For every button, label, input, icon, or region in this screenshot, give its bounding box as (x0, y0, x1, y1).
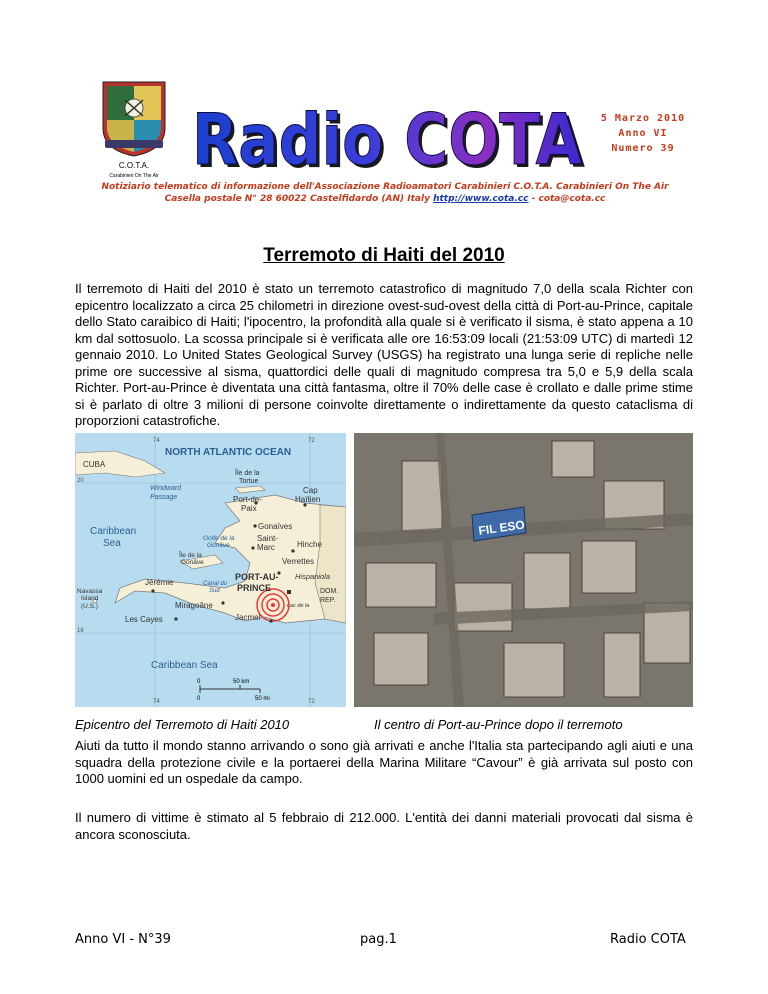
map-lon-72-bottom: 72 (308, 699, 315, 705)
tagline-separator: - (528, 194, 539, 204)
map-label-dom-2: REP. (320, 597, 336, 604)
map-label-windward: Windward (150, 485, 182, 492)
map-label-passage: Passage (150, 494, 178, 501)
map-label-gonave-2: Gonâve (181, 559, 204, 566)
article-title: Terremoto di Haiti del 2010 (263, 245, 505, 266)
logo-text: C.O.T.A. (118, 161, 150, 170)
map-label-les-cayes: Les Cayes (125, 615, 163, 624)
issue-info (593, 111, 693, 156)
map-lon-72: 72 (308, 438, 315, 444)
tagline-line1: Notiziario telematico di informazione dell'Associazione Radioamatori Carabinieri C.O.T.A. Carabinieri On The Air (101, 182, 669, 192)
map-label-portdepaix-b: Paix (241, 504, 257, 513)
article-paragraph-3: Il numero di vittime è stimato al 5 febbraio di 212.000. L'entità dei danni materiali provocati dal sisma è ancora sconosciuta. (75, 810, 693, 842)
footer-issue: Anno VI - N°39 (75, 932, 171, 947)
map-label-jeremie: Jérémie (145, 578, 174, 587)
map-scale-zero-km: 0 (197, 679, 201, 685)
map-lat-20: 20 (77, 478, 84, 484)
haiti-map (75, 433, 346, 707)
map-label-portdepaix-a: Port-de- (233, 495, 262, 504)
logo-subtext: Carabinieri On The Air (109, 173, 159, 179)
issue-date: 5 Marzo 2010 (600, 113, 686, 124)
map-label-hinche: Hinche (297, 540, 322, 549)
map-lat-18: 18 (77, 628, 84, 634)
cota-logo (95, 80, 173, 180)
map-label-cuba: CUBA (83, 460, 106, 469)
map-label-golfe-2: Gonâve (207, 542, 230, 549)
map-label-tortue-1: Île de la (235, 470, 260, 477)
map-label-cap-2: Haïtien (295, 495, 321, 504)
map-label-verrettes: Verrettes (282, 557, 315, 566)
tagline-address: Casella postale N° 28 60022 Castelfidardo (AN) Italy (164, 194, 434, 204)
map-lon-74: 74 (153, 438, 160, 444)
map-label-sea-1: Sea (103, 538, 121, 549)
map-label-caribbean-1: Caribbean (90, 526, 137, 537)
map-label-jacmel: Jacmel (235, 613, 261, 622)
map-label-miragoane: Miragoâne (175, 601, 213, 610)
map-label-golfe-1: Golfe de la (203, 535, 235, 542)
map-label-gonave-1: Île de la (179, 552, 202, 559)
map-label-navassa-2: Island (81, 595, 99, 602)
map-label-portau-1: PORT-AU- (235, 572, 279, 582)
map-label-saint-2: Marc (257, 543, 275, 552)
masthead-title: Radio COTA (192, 100, 582, 172)
tagline-line2 (90, 193, 680, 205)
photo-banner-text: FIL ESO (477, 517, 526, 538)
map-label-hispaniola: Hispaniola (295, 572, 331, 581)
masthead (188, 100, 588, 172)
map-label-dom-1: DOM. (320, 588, 339, 595)
footer-page-number: pag.1 (360, 932, 397, 947)
map-scale-km: 50 km (233, 679, 250, 685)
map-label-cap-1: Cap (303, 486, 318, 495)
photo-caption: Il centro di Port-au-Prince dopo il terremoto (374, 717, 623, 732)
email-address: cota@cota.cc (538, 194, 606, 204)
issue-year: Anno VI (618, 128, 668, 139)
map-label-caribbean-sea: Caribbean Sea (151, 660, 218, 671)
port-au-prince-photo (354, 433, 693, 707)
map-lon-74-bottom: 74 (153, 699, 160, 705)
map-label-canal-2: Sud (209, 588, 220, 594)
map-label-saint-1: Saint- (257, 534, 278, 543)
article-paragraph-1: Il terremoto di Haiti del 2010 è stato un terremoto catastrofico di magnitudo 7,0 della scala Richter con epicentro localizzato a circa 25 chilometri in direzione ovest-sud-ovest della città di Port-au-Prince, capitale dello Stato caraibico di Haiti; l'ipocentro, la profondità alla quale si è verificato il sisma, è stato appena a 10 km dal sottosuolo. La scossa principale si è verificata alle ore 16:53:09 locali (21:53:09 UTC) di martedì 12 gennaio 2010. Lo United States Geological Survey (USGS) ha registrato una lunga serie di repliche nelle prime ore successive al sisma, quattordici delle quali di magnitudo compresa tra 5,0 e 5,9 della scala Richter. Port-au-Prince è diventata una città fantasma, oltre il 70% delle case è crollato e dalle prime stime si è parlato di oltre 3 milioni di persone coinvolte direttamente o indirettamente da questo cataclisma di proporzioni catastrofiche. (75, 281, 693, 428)
map-label-tortue-2: Tortue (239, 478, 259, 485)
map-scale-mi: 50 mi (255, 696, 270, 702)
map-caption: Epicentro del Terremoto di Haiti 2010 (75, 717, 290, 732)
website-link[interactable]: http://www.cota.cc (433, 194, 529, 204)
tagline (90, 181, 680, 205)
map-label-lac: Lac de la (287, 603, 310, 609)
masthead-shadow: Radio COTA (195, 102, 585, 172)
map-scale-zero-mi: 0 (197, 696, 201, 702)
map-label-gonaives: Gonaïves (258, 522, 293, 531)
issue-number: Numero 39 (611, 143, 675, 154)
map-label-navassa-3: (U.S.) (81, 603, 98, 610)
map-label-navassa-1: Navassa (77, 588, 103, 595)
map-label-portau-2: PRINCE (237, 583, 272, 593)
map-label-ocean: NORTH ATLANTIC OCEAN (165, 447, 292, 458)
footer-publication: Radio COTA (610, 932, 686, 947)
article-paragraph-2: Aiuti da tutto il mondo stanno arrivando o sono già arrivati e anche l'Italia sta partecipando agli aiuti e una squadra della protezione civile e la portaerei della Marina Militare “Cavour” è già arrivata sul posto con 1000 uomini ed un ospedale da campo. (75, 738, 693, 786)
epicenter-marker (257, 589, 289, 621)
map-label-canal-1: Canal du (203, 581, 228, 587)
